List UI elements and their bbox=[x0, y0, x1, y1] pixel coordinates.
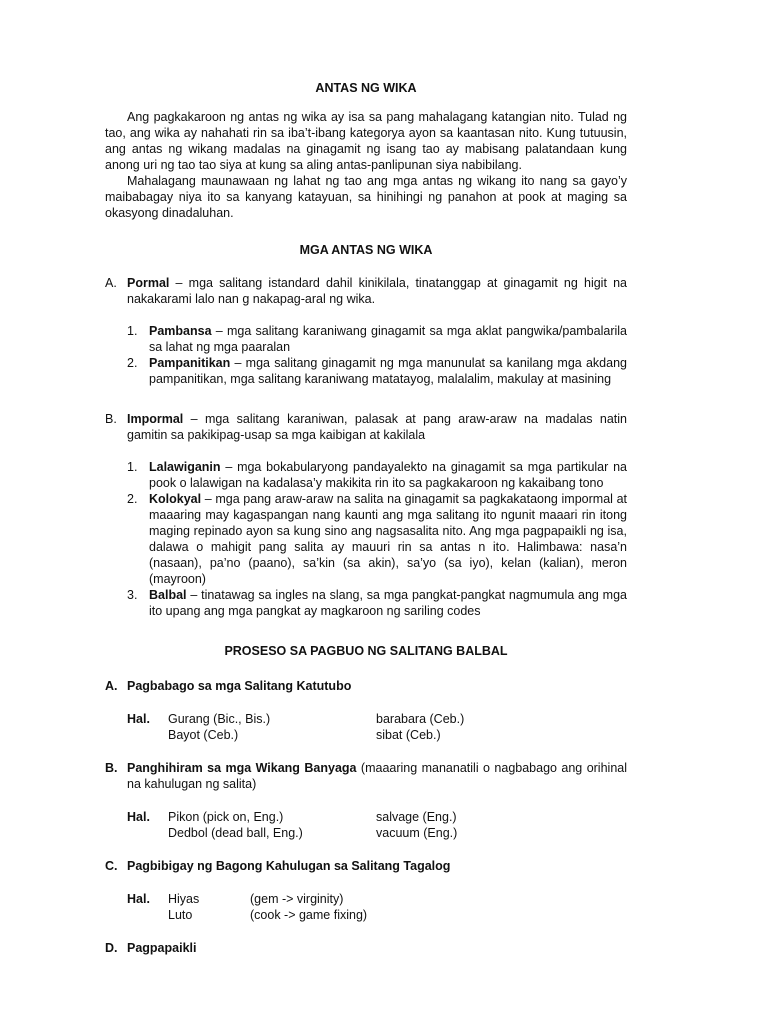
example-word: Hiyas bbox=[168, 892, 200, 906]
example-column-2 bbox=[376, 809, 457, 841]
example-block-pagbabago bbox=[127, 711, 627, 743]
term-description: – mga salitang karaniwang ginagamit sa mga aklat pangwika/pambalarila sa lahat ng mga paaralan bbox=[149, 324, 627, 354]
list-marker: 2. bbox=[127, 492, 138, 506]
term-label: Pampanitikan bbox=[149, 356, 231, 370]
term-label: Balbal bbox=[149, 588, 187, 602]
example-word: Bayot (Ceb.) bbox=[168, 728, 239, 742]
example-word: vacuum (Eng.) bbox=[376, 826, 458, 840]
intro-paragraph-2: Mahalagang maunawaan ng lahat ng tao ang mga antas ng wikang ito nang sa gayo’y maibabagay niya ito sa kanyang katayuan, sa hinihingi ng panahon at pook at maging sa okasyong dinadaluhan. bbox=[105, 174, 627, 220]
example-column-1 bbox=[168, 809, 303, 841]
term-description: – mga bokabularyong pandayalekto na ginagamit sa mga partikular na pook o lalawigan na kadalasa’y makikita rin ito sa pagkakaroon ng kakaibang tono bbox=[149, 460, 627, 490]
term-label: Pormal bbox=[127, 276, 170, 290]
page-title: ANTAS NG WIKA bbox=[315, 81, 417, 95]
list-item-pambansa bbox=[127, 323, 627, 355]
example-block-panghihiram bbox=[127, 809, 627, 841]
process-item-pagbabago bbox=[105, 678, 627, 694]
example-word: salvage (Eng.) bbox=[376, 810, 457, 824]
list-marker: B. bbox=[105, 412, 117, 426]
example-word: Luto bbox=[168, 908, 193, 922]
term-description: – mga salitang karaniwan, palasak at pang araw-araw na madalas natin gamitin sa pakikipag-usap sa mga kaibigan at kakilala bbox=[127, 412, 627, 442]
example-word: (cook -> game fixing) bbox=[250, 908, 368, 922]
list-marker: A. bbox=[105, 679, 118, 693]
process-item-pagbibigay bbox=[105, 858, 627, 874]
list-item-impormal bbox=[105, 411, 627, 443]
document-page bbox=[105, 72, 627, 956]
process-title: Pagpapaikli bbox=[127, 941, 197, 955]
example-block-pagbibigay bbox=[127, 891, 627, 923]
list-item-lalawiganin bbox=[127, 459, 627, 491]
list-marker: 2. bbox=[127, 356, 138, 370]
list-marker: C. bbox=[105, 859, 118, 873]
process-title: Panghihiram sa mga Wikang Banyaga bbox=[127, 761, 357, 775]
term-description: – mga salitang istandard dahil kinikilala, tinatanggap at ginagamit ng higit na nakakarami lalo nan g nakapag-aral ng wika. bbox=[127, 276, 627, 306]
term-label: Impormal bbox=[127, 412, 184, 426]
section-heading-antas: MGA ANTAS NG WIKA bbox=[299, 243, 433, 257]
example-word: (gem -> virginity) bbox=[250, 892, 344, 906]
intro-paragraph-1: Ang pagkakaroon ng antas ng wika ay isa sa pang mahalagang katangian nito. Tulad ng tao, ang wika ay nahahati rin sa iba’t-ibang kategorya ayon sa kaantasan nito. Kung tutuusin, ang antas ng wikang madalas na ginagamit ng isang tao ay mabisang palatandaan kung anong uri ng tao tao siya at kung sa aling antas-panlipunan siya nabibilang. bbox=[105, 110, 627, 172]
example-column-1 bbox=[168, 891, 199, 923]
term-description: – tinatawag sa ingles na slang, sa mga pangkat-pangkat nagmumula ang mga ito upang ang mga pangkat ay magkaroon ng sariling codes bbox=[149, 588, 627, 618]
term-label: Pambansa bbox=[149, 324, 212, 338]
term-label: Kolokyal bbox=[149, 492, 202, 506]
example-label: Hal. bbox=[127, 892, 150, 906]
list-item-kolokyal bbox=[127, 491, 627, 587]
process-note: (maaaring mananatili o nagbabago ang orihinal na kahulugan ng salita) bbox=[127, 761, 627, 791]
process-item-pagpapaikli bbox=[105, 940, 627, 956]
list-item-pormal bbox=[105, 275, 627, 307]
example-label: Hal. bbox=[127, 712, 150, 726]
example-word: sibat (Ceb.) bbox=[376, 728, 441, 742]
example-column-2 bbox=[376, 711, 464, 743]
section-heading-proseso: PROSESO SA PAGBUO NG SALITANG BALBAL bbox=[224, 644, 508, 658]
list-marker: 3. bbox=[127, 588, 138, 602]
process-title: Pagbabago sa mga Salitang Katutubo bbox=[127, 679, 352, 693]
example-word: Gurang (Bic., Bis.) bbox=[168, 712, 271, 726]
term-label: Lalawiganin bbox=[149, 460, 221, 474]
process-item-panghihiram bbox=[105, 760, 627, 792]
example-word: Pikon (pick on, Eng.) bbox=[168, 810, 284, 824]
list-marker: A. bbox=[105, 276, 117, 290]
list-item-pampanitikan bbox=[127, 355, 627, 387]
list-marker: 1. bbox=[127, 324, 138, 338]
term-description: – mga pang araw-araw na salita na ginagamit sa pagkakataong impormal at maaaring may kagaspangan nang kaunti ang mga salitang ito ngunit maaari rin itong maging repinado ayon sa kung sino ang nagsasalita nito. Ang mga pagpapaikli ng isa, dalawa o mahigit pang salita ay mauuri rin sa antas n ito. Halimbawa: nasa’n (nasaan), pa’no (paano), sa’kin (sa akin), sa’yo (sa iyo), kelan (kalian), meron (mayroon) bbox=[149, 492, 627, 586]
term-description: – mga salitang ginagamit ng mga manunulat sa kanilang mga akdang pampanitikan, mga salitang karaniwang matatayog, malalalim, makulay at masining bbox=[149, 356, 627, 386]
example-column-2 bbox=[250, 891, 367, 923]
list-marker: D. bbox=[105, 941, 118, 955]
list-item-balbal bbox=[127, 587, 627, 619]
process-title: Pagbibigay ng Bagong Kahulugan sa Salitang Tagalog bbox=[127, 859, 451, 873]
example-word: Dedbol (dead ball, Eng.) bbox=[168, 826, 303, 840]
pormal-sublist bbox=[127, 323, 627, 387]
example-word: barabara (Ceb.) bbox=[376, 712, 465, 726]
example-column-1 bbox=[168, 711, 270, 743]
list-marker: 1. bbox=[127, 460, 138, 474]
example-label: Hal. bbox=[127, 810, 150, 824]
impormal-sublist bbox=[127, 459, 627, 619]
list-marker: B. bbox=[105, 761, 118, 775]
